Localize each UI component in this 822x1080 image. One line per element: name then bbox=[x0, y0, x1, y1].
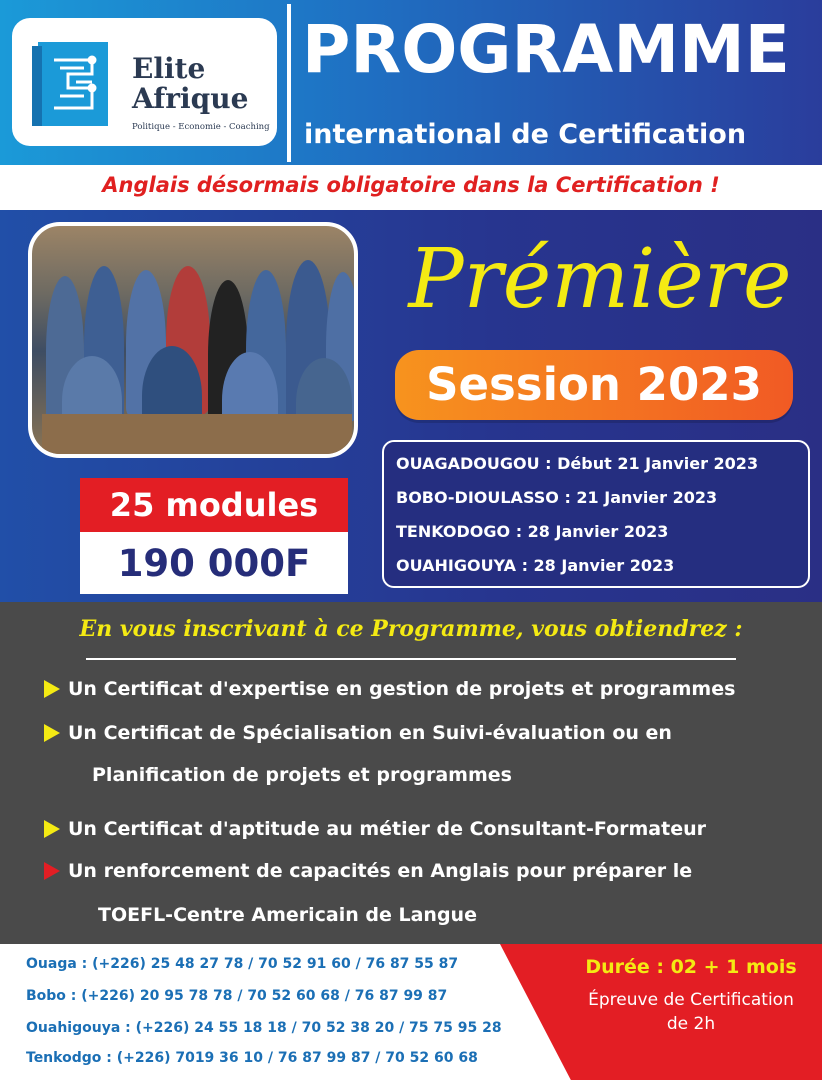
benefits-title: En vous inscrivant à ce Programme, vous obtiendrez : bbox=[79, 616, 743, 642]
book-logo-icon bbox=[32, 38, 116, 130]
premiere-script-title: Prémière bbox=[408, 232, 792, 327]
logo bbox=[12, 18, 277, 146]
benefit-item-continued: TOEFL-Centre Americain de Langue bbox=[98, 904, 477, 926]
date-line: BOBO-DIOULASSO : 21 Janvier 2023 bbox=[396, 488, 718, 507]
announcement-strip bbox=[0, 165, 822, 210]
date-line: TENKODOGO : 28 Janvier 2023 bbox=[396, 522, 669, 541]
benefits-divider bbox=[86, 658, 736, 660]
logo-name-line2: Afrique bbox=[132, 82, 249, 115]
dates-box bbox=[382, 440, 810, 588]
session-section bbox=[0, 210, 822, 602]
logo-tagline: Politique - Economie - Coaching bbox=[132, 122, 270, 132]
duration-line2: de 2h bbox=[666, 1014, 716, 1034]
duration-details bbox=[560, 988, 822, 1036]
duration-title: Durée : 02 + 1 mois bbox=[585, 956, 797, 978]
triangle-bullet-icon bbox=[44, 820, 60, 838]
header bbox=[0, 0, 822, 165]
announcement-text: Anglais désormais obligatoire dans la Certification ! bbox=[102, 173, 720, 197]
benefit-item: Un Certificat de Spécialisation en Suivi-évaluation ou en bbox=[68, 722, 672, 744]
program-subtitle: international de Certification bbox=[304, 119, 747, 150]
triangle-bullet-icon bbox=[44, 680, 60, 698]
session-label: Session 2023 bbox=[426, 358, 762, 411]
modules-count: 25 modules bbox=[80, 478, 348, 532]
benefit-item: Un Certificat d'expertise en gestion de projets et programmes bbox=[68, 678, 736, 700]
price-amount: 190 000F bbox=[117, 542, 311, 585]
benefit-item-continued: Planification de projets et programmes bbox=[92, 764, 512, 786]
price-box bbox=[80, 478, 348, 594]
footer bbox=[0, 944, 822, 1080]
group-photo bbox=[28, 222, 358, 458]
contact-line: Tenkodgo : (+226) 7019 36 10 / 76 87 99 87 / 70 52 60 68 bbox=[26, 1050, 478, 1066]
triangle-bullet-icon bbox=[44, 724, 60, 742]
date-line: OUAHIGOUYA : 28 Janvier 2023 bbox=[396, 556, 675, 575]
program-title: PROGRAMME bbox=[302, 11, 790, 88]
benefits-section bbox=[0, 602, 822, 944]
header-divider bbox=[287, 4, 291, 162]
benefit-item: Un renforcement de capacités en Anglais pour préparer le bbox=[68, 860, 693, 882]
date-line: OUAGADOUGOU : Début 21 Janvier 2023 bbox=[396, 454, 759, 473]
logo-name-line1: Elite bbox=[132, 52, 206, 85]
contact-line: Ouaga : (+226) 25 48 27 78 / 70 52 91 60 / 76 87 55 87 bbox=[26, 956, 459, 972]
benefit-item: Un Certificat d'aptitude au métier de Consultant-Formateur bbox=[68, 818, 706, 840]
contact-line: Ouahigouya : (+226) 24 55 18 18 / 70 52 38 20 / 75 75 95 28 bbox=[26, 1020, 502, 1036]
triangle-bullet-red-icon bbox=[44, 862, 60, 880]
logo-name bbox=[132, 54, 248, 114]
session-badge bbox=[395, 350, 793, 420]
contact-line: Bobo : (+226) 20 95 78 78 / 70 52 60 68 / 76 87 99 87 bbox=[26, 988, 448, 1004]
duration-line1: Épreuve de Certification bbox=[588, 990, 794, 1010]
